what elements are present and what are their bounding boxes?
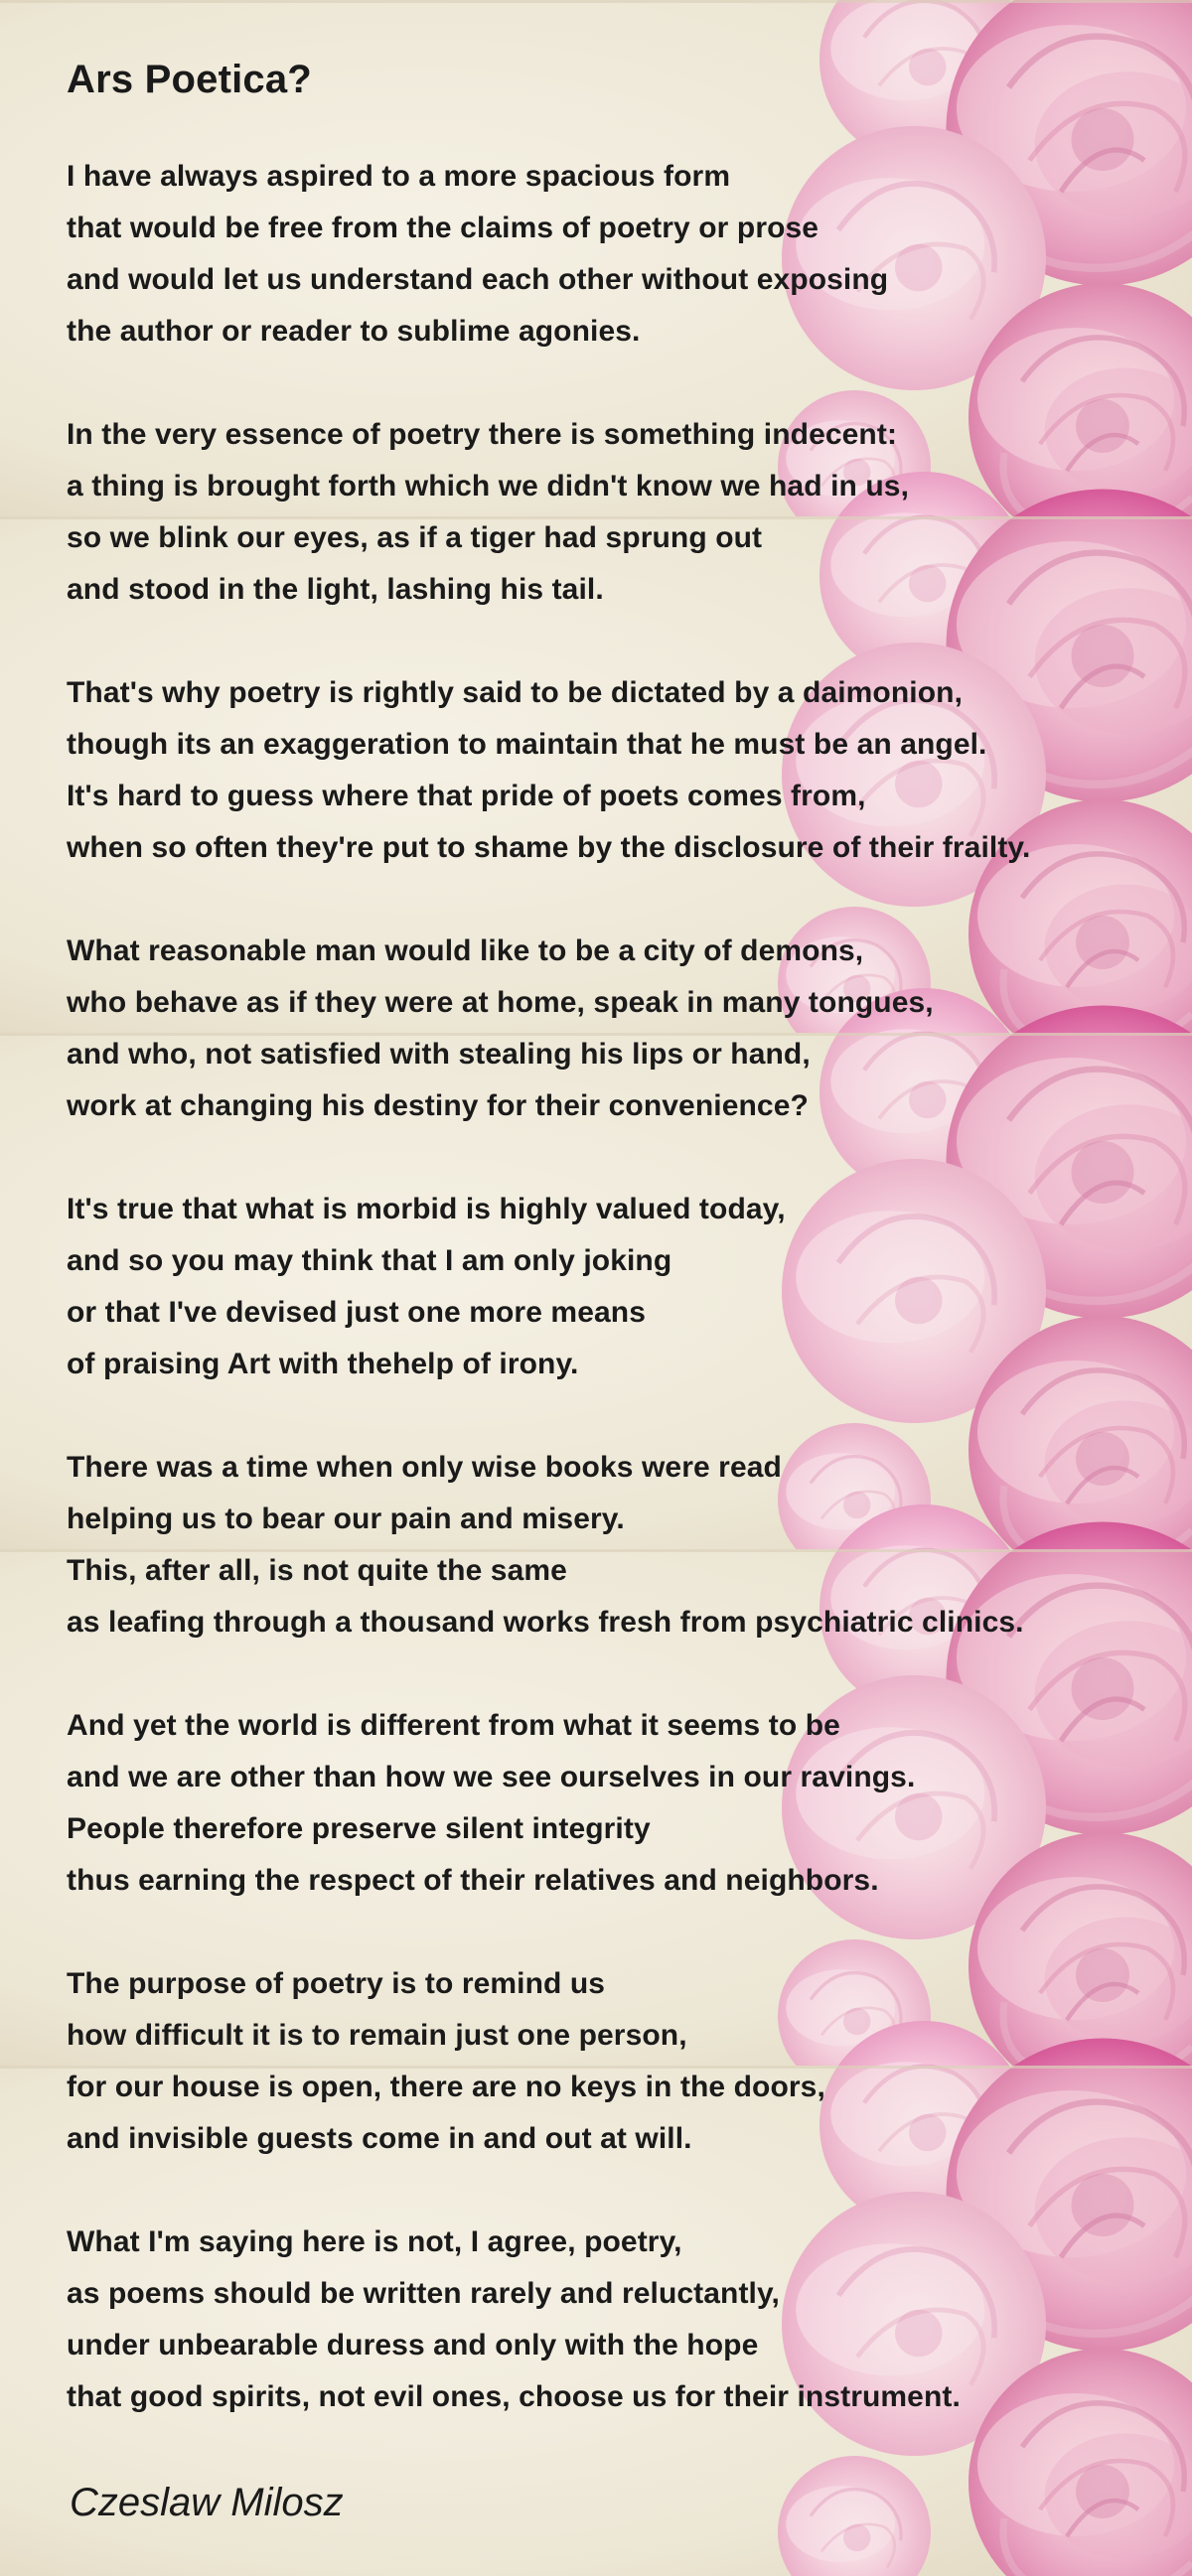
poem-line: how difficult it is to remain just one person, [67, 2019, 687, 2052]
poem-line: or that I've devised just one more means [67, 1296, 646, 1329]
poem-line: and we are other than how we see ourselves in our ravings. [67, 1761, 916, 1793]
poem-line: that good spirits, not evil ones, choose us for their instrument. [67, 2380, 961, 2413]
stanza [67, 1700, 915, 1907]
poem-line: It's hard to guess where that pride of poets comes from, [67, 780, 866, 812]
poem-line: and would let us understand each other without exposing [67, 263, 889, 296]
poem-line: for our house is open, there are no keys in the doors, [67, 2071, 825, 2103]
poem-line: under unbearable duress and only with the hope [67, 2329, 759, 2361]
poem-line: as poems should be written rarely and reluctantly, [67, 2277, 780, 2310]
poem-line: and invisible guests come in and out at will. [67, 2122, 692, 2155]
poem-line: That's why poetry is rightly said to be dictated by a daimonion, [67, 676, 964, 709]
poem-line: and stood in the light, lashing his tail. [67, 573, 604, 606]
poem-line: The purpose of poetry is to remind us [67, 1967, 606, 2000]
poem-line: of praising Art with thehelp of irony. [67, 1348, 579, 1380]
poem-line: when so often they're put to shame by the disclosure of their frailty. [67, 831, 1031, 864]
poem-line: And yet the world is different from what it seems to be [67, 1709, 840, 1742]
poem-line: though its an exaggeration to maintain that he must be an angel. [67, 728, 987, 761]
stanza [67, 1958, 825, 2165]
poem-line: work at changing his destiny for their convenience? [67, 1089, 809, 1122]
poem-line: so we blink our eyes, as if a tiger had sprung out [67, 521, 763, 554]
poem-line: There was a time when only wise books were read [67, 1451, 782, 1484]
poem-line: a thing is brought forth which we didn't know we had in us, [67, 470, 910, 502]
poem-line: I have always aspired to a more spacious form [67, 160, 731, 193]
poem-author: Czeslaw Milosz [70, 2481, 344, 2524]
stanza [67, 1442, 1024, 1648]
stanza [67, 409, 909, 616]
poem-line: It's true that what is morbid is highly valued today, [67, 1193, 786, 1225]
poem-line: who behave as if they were at home, speak in many tongues, [67, 986, 934, 1019]
poem-line: as leafing through a thousand works fresh from psychiatric clinics. [67, 1606, 1024, 1639]
poem-line: People therefore preserve silent integrity [67, 1812, 651, 1845]
poem-line: In the very essence of poetry there is something indecent: [67, 418, 898, 451]
poem-line: What I'm saying here is not, I agree, poetry, [67, 2225, 682, 2258]
poem-line: helping us to bear our pain and misery. [67, 1503, 625, 1535]
stanza [67, 667, 1030, 874]
stanza [67, 1184, 786, 1390]
poem-line: and so you may think that I am only joking [67, 1244, 672, 1277]
stanza [67, 151, 888, 358]
poem-line: thus earning the respect of their relatives and neighbors. [67, 1864, 879, 1897]
stanza [67, 2217, 961, 2423]
poem-line: This, after all, is not quite the same [67, 1554, 567, 1587]
stanza [67, 926, 934, 1132]
poem-line: What reasonable man would like to be a city of demons, [67, 934, 864, 967]
poem-line: that would be free from the claims of poetry or prose [67, 212, 820, 244]
poem-line: the author or reader to sublime agonies. [67, 315, 641, 348]
poem-line: and who, not satisfied with stealing his lips or hand, [67, 1038, 811, 1071]
poem-title: Ars Poetica? [67, 58, 312, 101]
